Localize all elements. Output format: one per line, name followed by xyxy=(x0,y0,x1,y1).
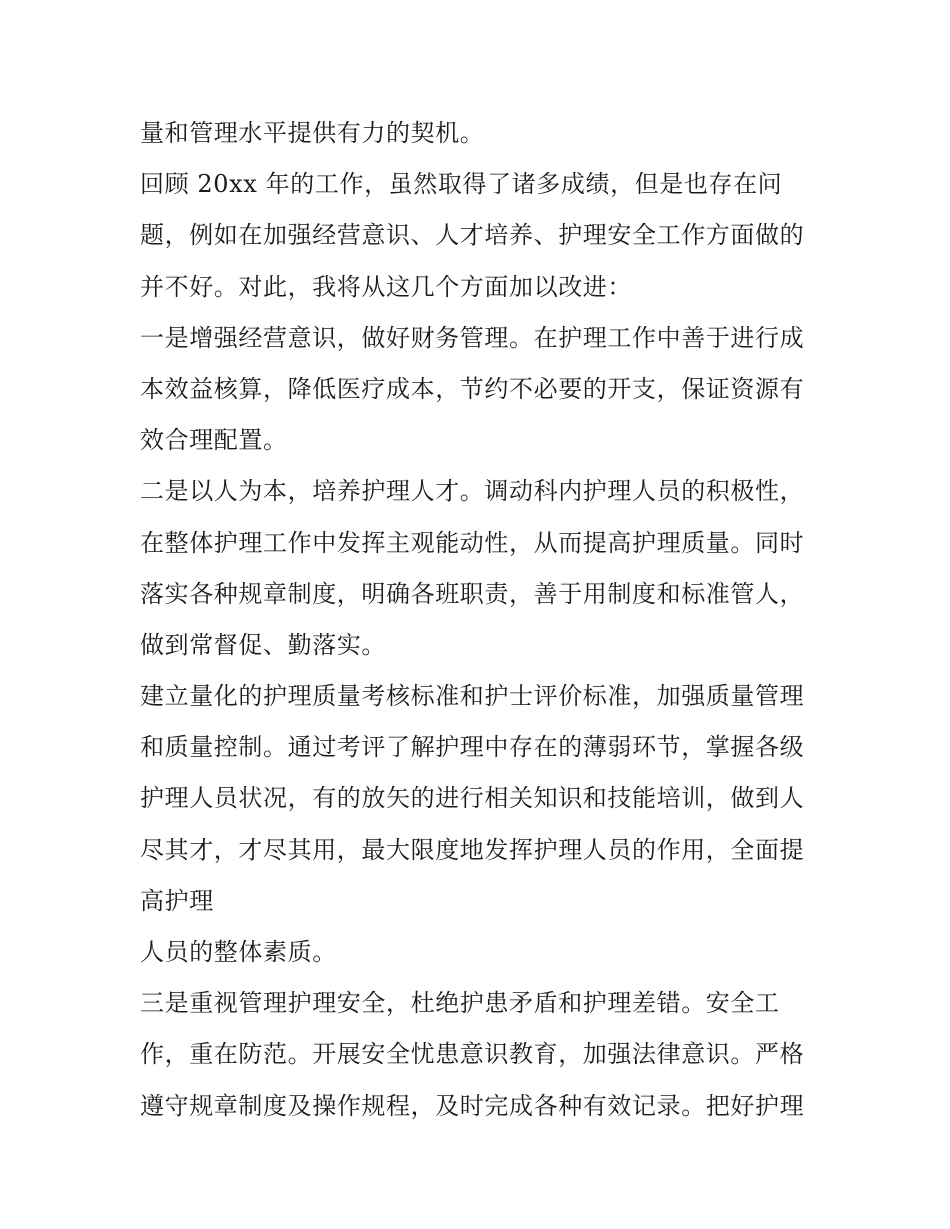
text-line: 量和管理水平提供有力的契机。 xyxy=(140,119,485,147)
text-line: 并不好。对此，我将从这几个方面加以改进： xyxy=(140,272,632,301)
text-line: 尽其才，才尽其用，最大限度地发挥护理人员的作用，全面提 xyxy=(140,835,805,864)
text-line: 二是以人为本，培养护理人才。调动科内护理人员的积极性， xyxy=(140,477,805,506)
text-line: 高护理 xyxy=(140,886,214,915)
text-line: 回顾 20xx 年的工作，虽然取得了诸多成绩，但是也存在问 xyxy=(140,170,783,199)
text-line: 三是重视管理护理安全，杜绝护患矛盾和护理差错。安全工 xyxy=(140,989,780,1018)
text-line: 人员的整体素质。 xyxy=(140,938,337,966)
text-line: 在整体护理工作中发挥主观能动性，从而提高护理质量。同时 xyxy=(140,528,805,557)
text-line: 遵守规章制度及操作规程，及时完成各种有效记录。把好护理 xyxy=(140,1091,805,1120)
text-line: 落实各种规章制度，明确各班职责，善于用制度和标准管人， xyxy=(140,579,805,608)
text-line: 作，重在防范。开展安全忧患意识教育，加强法律意识。严格 xyxy=(140,1040,805,1069)
text-line: 本效益核算，降低医疗成本，节约不必要的开支，保证资源有 xyxy=(140,374,805,403)
text-line: 护理人员状况，有的放矢的进行相关知识和技能培训，做到人 xyxy=(140,784,805,813)
text-line: 建立量化的护理质量考核标准和护士评价标准，加强质量管理 xyxy=(140,682,805,711)
text-line: 做到常督促、勤落实。 xyxy=(140,630,386,659)
text-line: 和质量控制。通过考评了解护理中存在的薄弱环节，掌握各级 xyxy=(140,733,805,762)
text-line: 效合理配置。 xyxy=(140,426,288,455)
text-line: 一是增强经营意识，做好财务管理。在护理工作中善于进行成 xyxy=(140,323,805,352)
document-body xyxy=(140,108,820,1132)
text-line: 题，例如在加强经营意识、人才培养、护理安全工作方面做的 xyxy=(140,221,805,250)
